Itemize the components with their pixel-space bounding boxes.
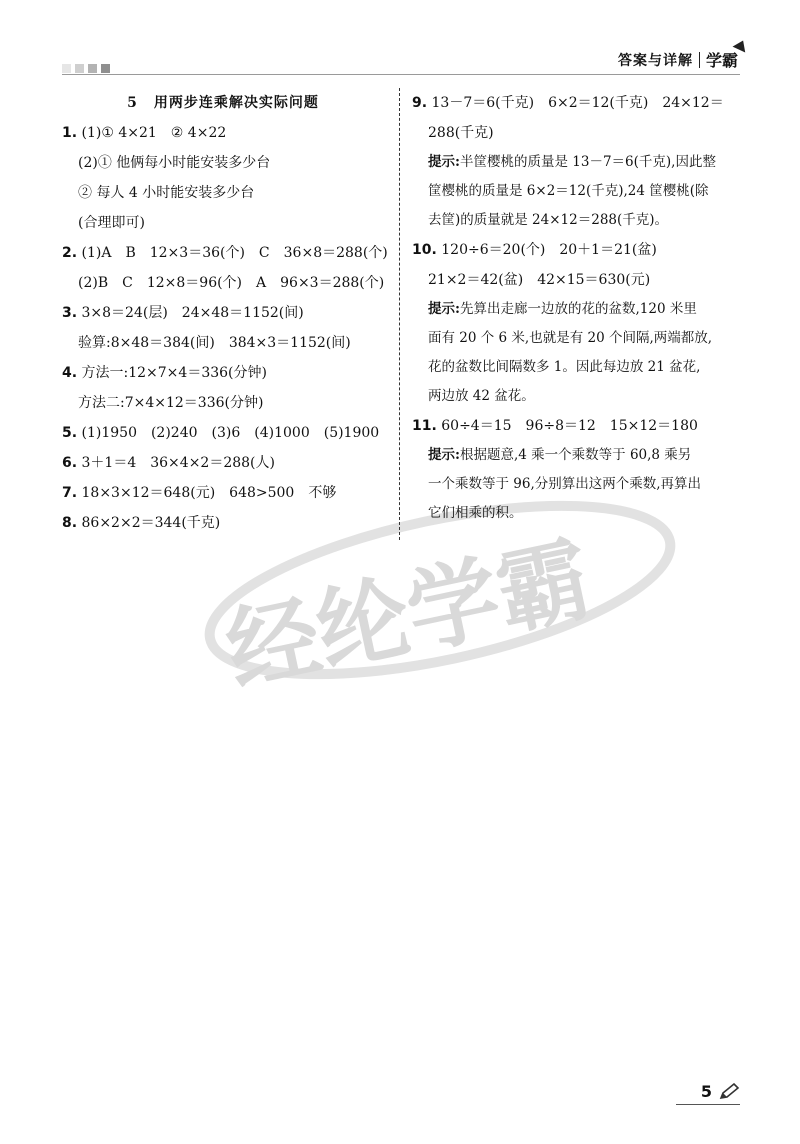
hint-line: 面有 20 个 6 米,也就是有 20 个间隔,两端都放, <box>428 330 713 346</box>
answer-text: (合理即可) <box>78 215 145 231</box>
header-decoration <box>62 64 110 73</box>
answer-9 <box>412 88 740 235</box>
header <box>618 48 738 71</box>
answer-text: 86×2×2＝344(千克) <box>81 515 221 531</box>
answer-text: (1)1950 (2)240 (3)6 (4)1000 (5)1900 <box>81 425 380 441</box>
answer-line <box>62 208 384 238</box>
answer-line <box>62 238 388 268</box>
answer-text: 120÷6＝20(个) 20＋1＝21(盆) <box>441 242 657 258</box>
answer-text: ② 每人 4 小时能安装多少台 <box>78 185 255 201</box>
answer-10 <box>412 235 740 411</box>
answer-text: 60÷4＝15 96÷8＝12 15×12＝180 <box>441 418 698 434</box>
answer-line <box>62 268 384 298</box>
header-square <box>75 64 84 73</box>
hint-line: 它们相乘的积。 <box>428 505 523 521</box>
hint-label: 提示: <box>428 447 460 463</box>
answer-line <box>62 508 384 538</box>
answer-line <box>62 418 384 448</box>
question-number: 3. <box>62 305 78 321</box>
answer-line <box>62 478 384 508</box>
hint-text: 半筐樱桃的质量是 13－7＝6(千克),因此整 <box>459 154 716 170</box>
watermark-text: 经纶学霸 <box>217 524 600 700</box>
header-square <box>88 64 97 73</box>
answer-line <box>62 358 384 388</box>
answer-line <box>62 388 384 418</box>
header-title: 答案与详解 <box>617 52 693 69</box>
answer-line <box>62 298 384 328</box>
answer-line: 288(千克) <box>428 125 494 141</box>
answer-text: (1)A B 12×3＝36(个) C 36×8＝288(个) <box>81 245 388 261</box>
brand-text: 学霸 <box>705 51 738 70</box>
hint-text: 先算出走廊一边放的花的盆数,120 米里 <box>459 301 697 317</box>
answer-text: (2)B C 12×8＝96(个) A 96×3＝288(个) <box>78 275 385 291</box>
answer-line <box>412 411 740 441</box>
question-number: 4. <box>62 365 78 381</box>
hint-label: 提示: <box>428 301 460 317</box>
answer-line <box>412 88 740 118</box>
answer-text: 3＋1＝4 36×4×2＝288(人) <box>81 455 275 471</box>
question-number: 6. <box>62 455 78 471</box>
question-number: 2. <box>62 245 78 261</box>
left-column <box>62 88 388 538</box>
question-number: 5. <box>62 425 78 441</box>
right-column <box>412 88 740 528</box>
pencil-icon <box>718 1083 740 1101</box>
section-heading <box>62 88 384 118</box>
section-title: 用两步连乘解决实际问题 <box>153 95 319 111</box>
answer-text: (1)① 4×21 ② 4×22 <box>81 125 227 141</box>
hint-line <box>428 295 740 324</box>
header-square <box>101 64 110 73</box>
question-number: 1. <box>62 125 78 141</box>
answer-line <box>412 235 740 265</box>
question-number: 10. <box>412 242 437 258</box>
answer-line <box>62 448 384 478</box>
section-number: 5 <box>127 95 138 111</box>
answer-11 <box>412 411 740 528</box>
brand-logo <box>706 48 738 71</box>
question-number: 9. <box>412 95 428 111</box>
hint-line: 一个乘数等于 96,分别算出这两个乘数,再算出 <box>428 476 702 492</box>
hint-line <box>428 148 740 177</box>
hint-line: 花的盆数比间隔数多 1。因此每边放 21 盆花, <box>428 359 701 375</box>
answer-text: 方法二:7×4×12＝336(分钟) <box>78 395 264 411</box>
answer-list-left <box>62 118 388 538</box>
answer-text: 3×8＝24(层) 24×48＝1152(间) <box>81 305 304 321</box>
answer-text: 方法一:12×7×4＝336(分钟) <box>81 365 267 381</box>
answer-text: (2)① 他俩每小时能安装多少台 <box>78 155 271 171</box>
question-number: 8. <box>62 515 78 531</box>
hint-label: 提示: <box>428 154 460 170</box>
column-divider <box>399 88 400 540</box>
answer-line <box>62 328 384 358</box>
answer-line: 21×2＝42(盆) 42×15＝630(元) <box>428 272 651 288</box>
header-square <box>62 64 71 73</box>
answer-line <box>62 148 384 178</box>
hint-line: 筐樱桃的质量是 6×2＝12(千克),24 筐樱桃(除 <box>428 183 709 199</box>
page-number: 5 <box>700 1082 712 1101</box>
footer <box>701 1082 740 1101</box>
hint-block <box>412 441 740 528</box>
hint-line: 去筐)的质量就是 24×12＝288(千克)。 <box>428 212 669 228</box>
hint-line <box>428 441 740 470</box>
question-number: 7. <box>62 485 78 501</box>
header-separator <box>699 52 700 68</box>
answer-line <box>62 178 384 208</box>
answer-text: 13－7＝6(千克) 6×2＝12(千克) 24×12＝ <box>431 95 724 111</box>
hint-line: 两边放 42 盆花。 <box>428 388 535 404</box>
answer-text: 验算:8×48＝384(间) 384×3＝1152(间) <box>78 335 351 351</box>
header-rule <box>62 74 740 75</box>
question-number: 11. <box>412 418 437 434</box>
answer-line <box>62 118 384 148</box>
hint-block <box>412 295 740 411</box>
answer-text: 18×3×12＝648(元) 648>500 不够 <box>81 485 337 501</box>
hint-text: 根据题意,4 乘一个乘数等于 60,8 乘另 <box>459 447 692 463</box>
hint-block <box>412 148 740 235</box>
footer-rule <box>676 1104 740 1105</box>
